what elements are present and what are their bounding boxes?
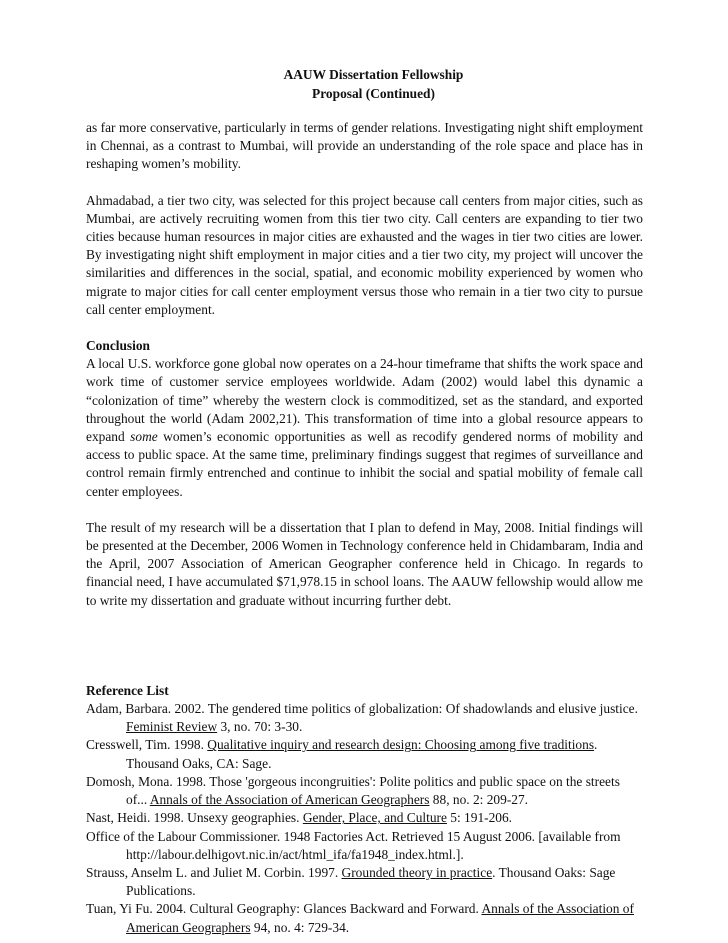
document-page [86, 66, 643, 937]
document-header [104, 66, 643, 103]
reference-title: Feminist Review [126, 719, 218, 735]
reference-title: Grounded theory in practice [341, 864, 493, 880]
reference-title: Annals of the Association of American Geographers [126, 901, 634, 935]
reference-list-heading: Reference List [86, 682, 169, 698]
reference-title: Gender, Place, and Culture [302, 810, 447, 826]
conclusion-text-continued: women’s economic opportunities as well as recodify gendered norms of mobility and access to public space. At the same time, preliminary findings suggest that regimes of surveillance and control remain firmly entrenched and continue to inhibit the social and spatial mobility of female call center employees. [86, 429, 643, 499]
emphasis-text: some [130, 429, 158, 445]
reference-item: Adam, Barbara. 2002. The gendered time politics of globalization: Of shadowlands and elusive justice. Feminist Review 3, no. 70: 3-30. [86, 701, 638, 735]
body-paragraph: as far more conservative, particularly in terms of gender relations. Investigating night shift employment in Chennai, as a contrast to Mumbai, will provide an understanding of the role space and place has in reshaping women’s mobility. [86, 120, 643, 172]
reference-item: Domosh, Mona. 1998. Those 'gorgeous incongruities': Polite politics and public space on the streets of... Annals of the Association of American Geographers 88, no. 2: 209-27. [86, 773, 620, 808]
conclusion-paragraph [86, 355, 643, 501]
body-paragraph: Ahmadabad, a tier two city, was selected for this project because call centers from major cities, such as Mumbai, are actively recruiting women from this tier two city. Call centers are expanding to tier two cities because human resources in major cities are exhausted and the wages in tier two cities are lower. By investigating night shift employment in major cities and a tier two city, my project will uncover the similarities and differences in the social, spatial, and economic mobility experienced by women who migrate to major cities for call center employment versus those who remain in a tier two city to pursue call center employment. [86, 192, 643, 317]
conclusion-text: A local U.S. workforce gone global now operates on a 24-hour timeframe that shifts the work space and work time of customer service employees worldwide. Adam (2002) would label this dynamic a “colonization of time” whereby the western clock is commoditized, set as the standard, and exported throughout the world (Adam 2002,21). This transformation of time into a global resource appears to expand [86, 356, 643, 445]
body-paragraph: The result of my research will be a dissertation that I plan to defend in May, 2008. Initial findings will be presented at the December, 2006 Women in Technology conference held in Chidambaram, India and the April, 2007 Association of American Geographer conference held in Chicago. In regards to financial need, I have accumulated $71,978.15 in school loans. The AAUW fellowship would allow me to write my dissertation and graduate without incurring further debt. [86, 519, 643, 608]
reference-title: Qualitative inquiry and research design: Choosing among five traditions [207, 737, 595, 753]
conclusion-heading: Conclusion [86, 338, 150, 354]
reference-item: Strauss, Anselm L. and Juliet M. Corbin. 1997. Grounded theory in practice. Thousand Oaks: Sage Publications. [86, 864, 616, 899]
reference-item: Cresswell, Tim. 1998. Qualitative inquiry and research design: Choosing among five traditions. Thousand Oaks, CA: Sage. [86, 737, 598, 771]
reference-item: Tuan, Yi Fu. 2004. Cultural Geography: Glances Backward and Forward. Annals of the Association of American Geographers 94, no. 4: 729-34. [86, 901, 634, 935]
reference-list [86, 700, 643, 937]
reference-item: Nast, Heidi. 1998. Unsexy geographies. Gender, Place, and Culture 5: 191-206. [86, 810, 513, 826]
reference-item: Office of the Labour Commissioner. 1948 Factories Act. Retrieved 15 August 2006. [available from http://labour.delhigovt.nic.in/act/html_ifa/fa1948_index.html.]. [86, 828, 621, 862]
document-title: AAUW Dissertation Fellowship [283, 67, 464, 82]
reference-title: Annals of the Association of American Geographers [149, 792, 430, 808]
document-subtitle: Proposal (Continued) [312, 85, 435, 101]
